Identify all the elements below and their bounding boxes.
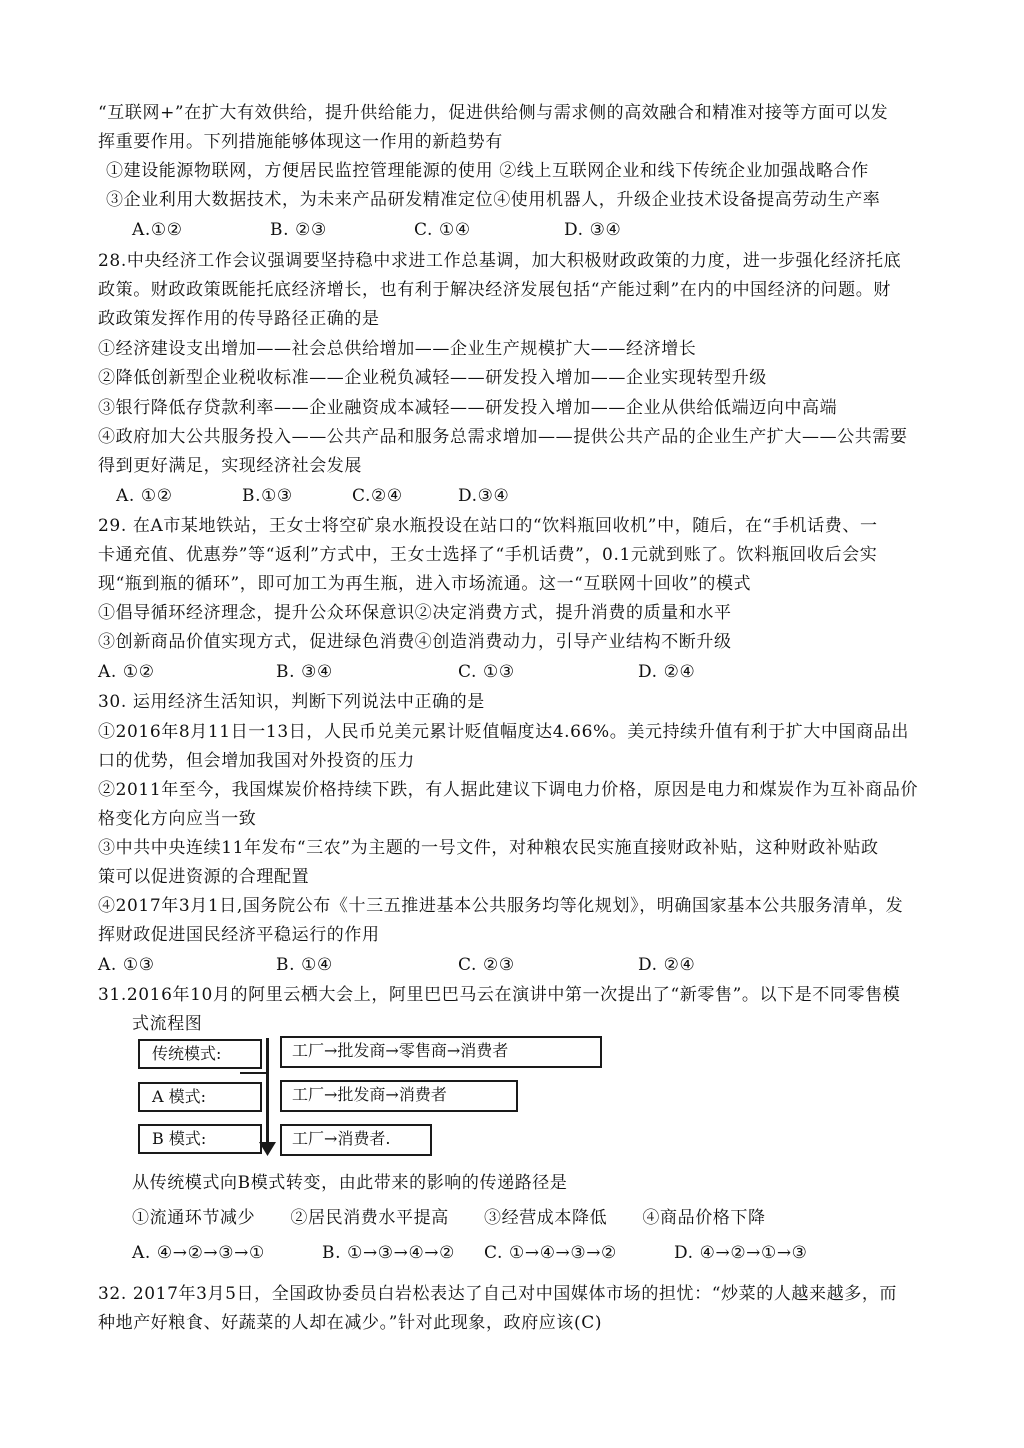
diagram-vertical-arrow-line [266,1038,269,1148]
q28-statement-3: ③银行降低存贷款利率——企业融资成本减轻——研发投入增加——企业从供给低端迈向中高端 [98,398,838,418]
q31-sub-question: 从传统模式向B模式转变，由此带来的影响的传递路径是 [132,1173,568,1193]
q27-option-c[interactable]: C. ①④ [414,220,471,240]
q29-stem-line-2: 卡通充值、优惠券”等“返利”方式中，王女士选择了“手机话费”，0.1元就到账了。饮料瓶回收后会实 [98,545,878,565]
q28-option-a[interactable]: A. ①② [116,486,173,506]
q30-statement-2-line-2: 格变化方向应当一致 [98,809,257,829]
q29-stem-line-1: 29. 在A市某地铁站，王女士将空矿泉水瓶投设在站口的“饮料瓶回收机”中，随后，在“手机话费、一 [98,516,878,536]
diagram-connector [240,1072,266,1074]
q27-stem-line-1: “互联网+”在扩大有效供给，提升供给能力，促进供给侧与需求侧的高效融合和精准对接等方面可以发 [98,103,889,123]
q28-statement-4-line-1: ④政府加大公共服务投入——公共产品和服务总需求增加——提供公共产品的企业生产扩大——公共需要 [98,427,908,447]
q28-stem-line-2: 政策。财政政策既能托底经济增长，也有利于解决经济发展包括“产能过剩”在内的中国经济的问题。财 [98,280,891,300]
q27-stem-line-2: 挥重要作用。下列措施能够体现这一作用的新趋势有 [98,132,503,152]
q30-option-d[interactable]: D. ②④ [638,955,696,975]
q28-stem-line-1: 28.中央经济工作会议强调要坚持稳中求进工作总基调，加大积极财政政策的力度，进一步强化经济托底 [98,251,902,271]
q32-stem-line-2: 种地产好粮食、好蔬菜的人却在减少。”针对此现象，政府应该(C) [98,1313,603,1333]
q30-statement-4-line-2: 挥财政促进国民经济平稳运行的作用 [98,925,380,945]
diagram-label-a: A 模式: [138,1082,262,1112]
q29-statement-3-4: ③创新商品价值实现方式，促进绿色消费④创造消费动力，引导产业结构不断升级 [98,632,732,652]
q27-statement-3-4: ③企业利用大数据技术，为未来产品研发精准定位④使用机器人，升级企业技术设备提高劳动生产率 [106,190,881,210]
q30-option-c[interactable]: C. ②③ [458,955,515,975]
q29-statement-1-2: ①倡导循环经济理念，提升公众环保意识②决定消费方式，提升消费的质量和水平 [98,603,732,623]
q31-option-a[interactable]: A. ④→②→③→① [132,1243,265,1263]
diagram-flow-traditional: 工厂→批发商→零售商→消费者 [280,1036,602,1068]
q28-statement-2: ②降低创新型企业税收标准——企业税负减轻——研发投入增加——企业实现转型升级 [98,368,767,388]
q31-stem-line-1: 31.2016年10月的阿里云栖大会上，阿里巴巴马云在演讲中第一次提出了“新零售”。以下是不同零售模 [98,985,901,1005]
q27-option-a[interactable]: A.①② [132,220,183,240]
diagram-label-traditional: 传统模式: [138,1039,262,1069]
q30-stem: 30. 运用经济生活知识，判断下列说法中正确的是 [98,692,485,712]
diagram-flow-a: 工厂→批发商→消费者 [280,1080,518,1112]
q28-option-d[interactable]: D.③④ [458,486,510,506]
q29-option-a[interactable]: A. ①② [98,662,155,682]
q28-stem-line-3: 政政策发挥作用的传导路径正确的是 [98,309,380,329]
q29-stem-line-3: 现“瓶到瓶的循环”，即可加工为再生瓶，进入市场流通。这一“互联网十回收”的模式 [98,574,752,594]
q28-statement-1: ①经济建设支出增加——社会总供给增加——企业生产规模扩大——经济增长 [98,339,697,359]
q29-option-d[interactable]: D. ②④ [638,662,696,682]
q31-option-b[interactable]: B. ①→③→④→② [322,1243,455,1263]
q28-statement-4-line-2: 得到更好满足，实现经济社会发展 [98,456,362,476]
q30-statement-2-line-1: ②2011年至今，我国煤炭价格持续下跌，有人据此建议下调电力价格，原因是电力和煤炭作为互补商品价 [98,780,919,800]
q30-statement-4-line-1: ④2017年3月1日,国务院公布《十三五推进基本公共服务均等化规划》，明确国家基本公共服务清单，发 [98,896,904,916]
q30-statement-1-line-1: ①2016年8月11日一13日，人民币兑美元累计贬值幅度达4.66%。美元持续升值有利于扩大中国商品出 [98,722,909,742]
q28-option-c[interactable]: C.②④ [352,486,403,506]
q30-statement-1-line-2: 口的优势，但会增加我国对外投资的压力 [98,751,415,771]
diagram-down-arrow-icon [259,1142,276,1156]
q30-statement-3-line-2: 策可以促进资源的合理配置 [98,867,310,887]
diagram-flow-b: 工厂→消费者. [280,1124,432,1156]
q31-statements: ①流通环节减少 ②居民消费水平提高 ③经营成本降低 ④商品价格下降 [132,1208,766,1228]
q31-stem-line-2: 式流程图 [132,1014,203,1034]
q27-option-d[interactable]: D. ③④ [564,220,622,240]
q30-option-a[interactable]: A. ①③ [98,955,155,975]
q31-option-d[interactable]: D. ④→②→①→③ [674,1243,808,1263]
q30-option-b[interactable]: B. ①④ [276,955,333,975]
q29-option-c[interactable]: C. ①③ [458,662,515,682]
q30-statement-3-line-1: ③中共中央连续11年发布“三农”为主题的一号文件，对种粮农民实施直接财政补贴，这种财政补贴政 [98,838,879,858]
diagram-label-b: B 模式: [138,1124,262,1154]
q31-option-c[interactable]: C. ①→④→③→② [484,1243,617,1263]
q32-stem-line-1: 32. 2017年3月5日，全国政协委员白岩松表达了自己对中国媒体市场的担忧：“炒菜的人越来越多，而 [98,1284,898,1304]
q27-option-b[interactable]: B. ②③ [270,220,327,240]
q28-option-b[interactable]: B.①③ [242,486,293,506]
q29-option-b[interactable]: B. ③④ [276,662,333,682]
q27-statement-1-2: ①建设能源物联网，方便居民监控管理能源的使用 ②线上互联网企业和线下传统企业加强战略合作 [106,161,869,181]
